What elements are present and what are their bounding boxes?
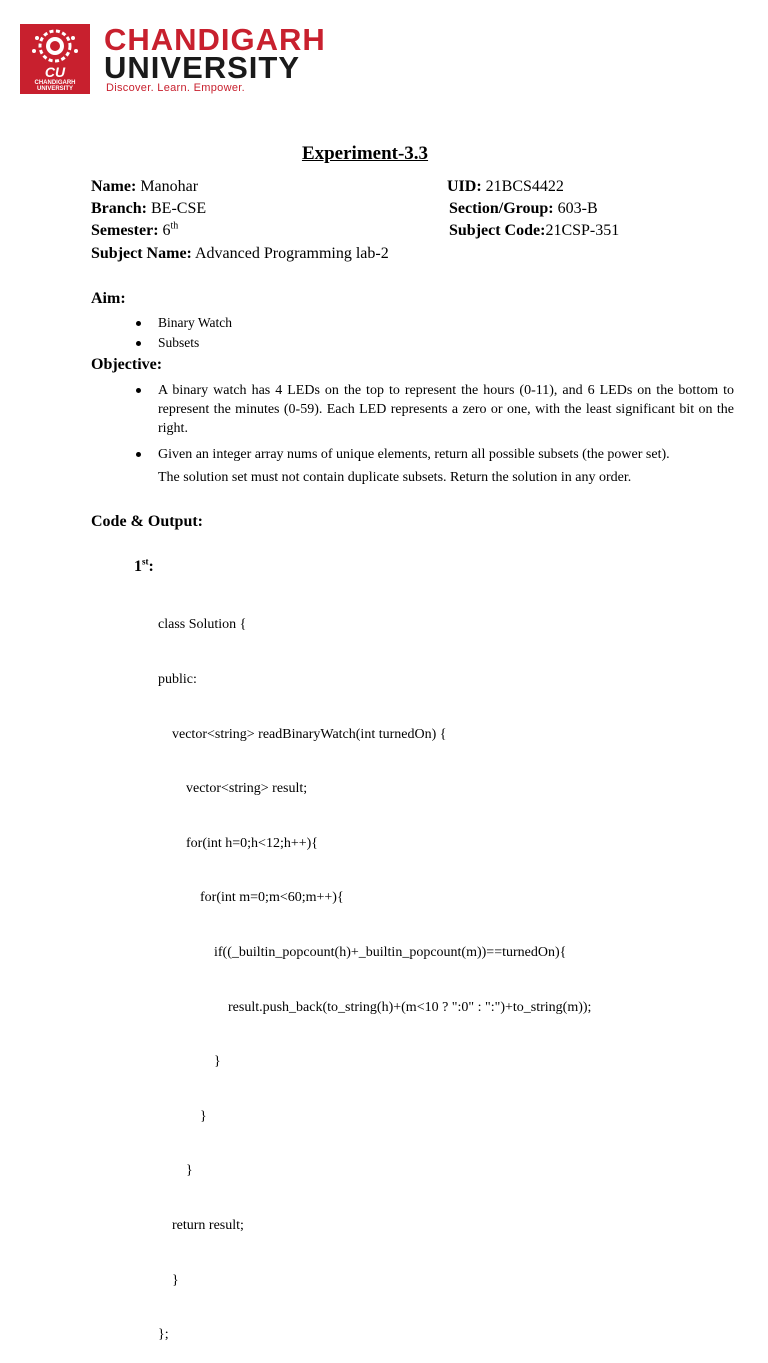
subject-name-field [91, 245, 389, 263]
seal-subtext-1: CHANDIGARH [34, 80, 76, 86]
uid-label: UID: [447, 178, 482, 195]
code-line: result.push_back(to_string(h)+(m<10 ? ":0" : ":")+to_string(m)); [158, 999, 592, 1015]
section-label: Section/Group: [449, 200, 554, 217]
aim-heading: Aim: [91, 290, 126, 307]
code-line: vector<string> result; [158, 781, 308, 797]
university-tagline: Discover. Learn. Empower. [106, 82, 245, 94]
part-colon: : [148, 558, 154, 575]
seal-subtext-2: UNIVERSITY [36, 86, 73, 92]
semester-label: Semester: [91, 222, 159, 239]
code-line: return result; [158, 1217, 244, 1233]
code-block [158, 580, 591, 1363]
part-number: 1 [134, 558, 142, 575]
code-line: if((_builtin_popcount(h)+_builtin_popcount(m))==turnedOn){ [158, 944, 567, 960]
code-output-heading: Code & Output: [91, 513, 204, 530]
branch-label: Branch: [91, 200, 147, 217]
semester-suffix: th [170, 220, 179, 232]
list-item [132, 445, 734, 487]
code-line: } [158, 1272, 179, 1288]
university-name-line1: CHANDIGARH [104, 22, 326, 57]
code-line: vector<string> readBinaryWatch(int turnedOn) { [158, 726, 447, 742]
branch-value: BE-CSE [151, 200, 207, 217]
part-suffix: st [142, 556, 149, 567]
list-item: Subsets [132, 333, 232, 353]
university-name-line2: UNIVERSITY [104, 50, 301, 85]
semester-value: 6 [162, 222, 171, 239]
university-seal [20, 24, 90, 94]
uid-field [447, 178, 564, 196]
code-line: } [158, 1054, 221, 1070]
list-item: A binary watch has 4 LEDs on the top to represent the hours (0-11), and 6 LEDs on the bottom to represent the minutes (0-59). Each LED represents a zero or one, with the least significant bit on the right. [132, 381, 734, 438]
code-line: } [158, 1163, 193, 1179]
list-item: Binary Watch [132, 313, 232, 333]
name-label: Name: [91, 178, 137, 195]
subject-code-value: 21CSP-351 [545, 222, 620, 239]
experiment-title: Experiment-3.3 [301, 143, 429, 164]
objective-item2-line2: The solution set must not contain duplicate subsets. Return the solution in any order. [158, 470, 632, 485]
subject-code-field [449, 222, 619, 240]
code-line: } [158, 1108, 207, 1124]
subject-code-label: Subject Code: [449, 222, 546, 239]
code-line: class Solution { [158, 617, 247, 633]
subject-name-label: Subject Name: [91, 245, 192, 262]
aim-list [132, 313, 232, 353]
university-logo [20, 24, 350, 96]
name-value: Manohar [140, 178, 199, 195]
objective-list [132, 381, 734, 487]
branch-field [91, 200, 206, 218]
code-line: }; [158, 1327, 169, 1343]
part-label [134, 558, 154, 576]
code-line: for(int h=0;h<12;h++){ [158, 835, 319, 851]
section-field [449, 200, 598, 218]
section-value: 603-B [557, 200, 598, 217]
subject-name-value: Advanced Programming lab-2 [195, 245, 389, 262]
uid-value: 21BCS4422 [485, 178, 564, 195]
name-field [91, 178, 198, 196]
seal-initials: CU [44, 64, 66, 80]
objective-item2-line1: Given an integer array nums of unique elements, return all possible subsets (the power set). [158, 447, 670, 462]
semester-field [91, 222, 178, 240]
code-line: for(int m=0;m<60;m++){ [158, 890, 344, 906]
code-line: public: [158, 672, 197, 687]
objective-heading: Objective: [91, 356, 163, 373]
